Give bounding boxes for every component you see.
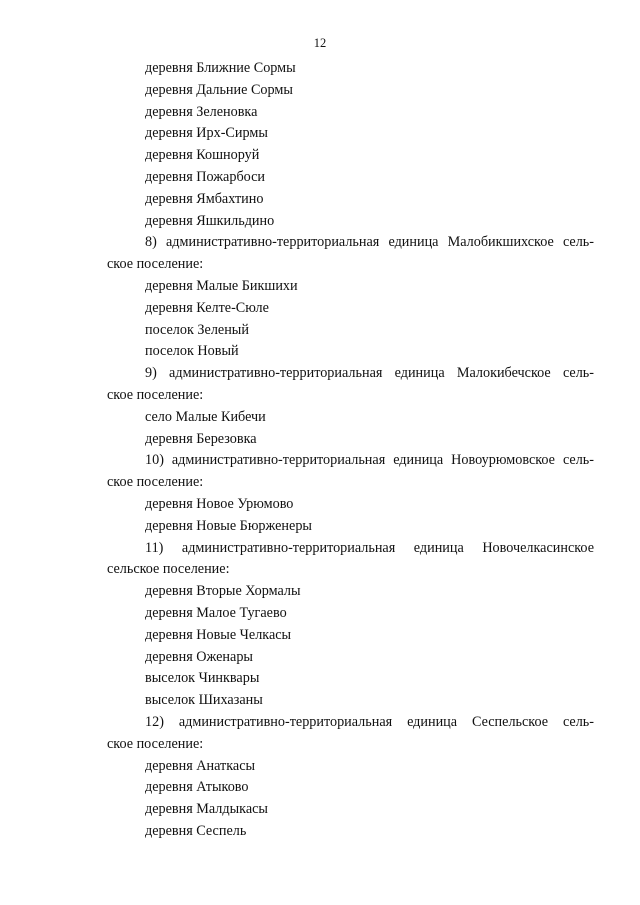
- list-item: деревня Ближние Сормы: [145, 60, 296, 76]
- list-item: село Малые Кибечи: [145, 408, 266, 425]
- section-heading-cont: ское поселение:: [107, 735, 204, 752]
- list-item: выселок Шихазаны: [145, 692, 263, 709]
- list-item: деревня Келте-Сюле: [145, 299, 269, 316]
- list-item: деревня Анаткасы: [145, 757, 256, 774]
- document-body: [107, 58, 594, 843]
- list-item: деревня Новые Бюрженеры: [145, 517, 312, 534]
- list-item: деревня Ирх-Сирмы: [145, 125, 268, 142]
- section-heading: 12) административно-территориальная единица Сеспельское сель-: [145, 713, 594, 730]
- list-item: деревня Сеспель: [145, 822, 247, 839]
- list-item: деревня Новое Урюмово: [145, 495, 294, 512]
- list-item: деревня Малдыкасы: [145, 801, 268, 818]
- section-heading-cont: ское поселение:: [107, 474, 204, 491]
- list-item: поселок Зеленый: [145, 321, 249, 338]
- page-number: 12: [313, 36, 327, 50]
- section-heading: 8) административно-территориальная единица Малобикшихское сель-: [145, 234, 594, 251]
- section-heading: 10) административно-территориальная единица Новоурюмовское сель-: [145, 452, 594, 469]
- list-item: деревня Атыково: [145, 779, 249, 796]
- list-item: деревня Новые Челкасы: [145, 626, 292, 643]
- list-item: деревня Яшкильдино: [145, 212, 275, 229]
- list-item: деревня Малые Бикшихи: [145, 277, 298, 294]
- list-item: деревня Дальние Сормы: [145, 81, 293, 98]
- list-item: деревня Зеленовка: [145, 103, 258, 120]
- list-item: деревня Малое Тугаево: [145, 604, 287, 621]
- section-heading-cont: сельское поселение:: [107, 561, 230, 578]
- section-heading-cont: ское поселение:: [107, 386, 204, 403]
- list-item: деревня Кошноруй: [145, 147, 260, 164]
- list-item: выселок Чинквары: [145, 670, 260, 687]
- list-item: поселок Новый: [145, 343, 239, 360]
- section-heading-cont: ское поселение:: [107, 256, 204, 273]
- section-heading: 11) административно-территориальная единица Новочелкасинское: [145, 539, 594, 556]
- section-heading: 9) административно-территориальная единица Малокибечское сель-: [145, 365, 594, 382]
- list-item: деревня Березовка: [145, 430, 257, 447]
- list-item: деревня Вторые Хормалы: [145, 583, 301, 600]
- list-item: деревня Пожарбоси: [145, 168, 266, 185]
- list-item: деревня Оженары: [145, 648, 253, 665]
- list-item: деревня Ямбахтино: [145, 190, 264, 207]
